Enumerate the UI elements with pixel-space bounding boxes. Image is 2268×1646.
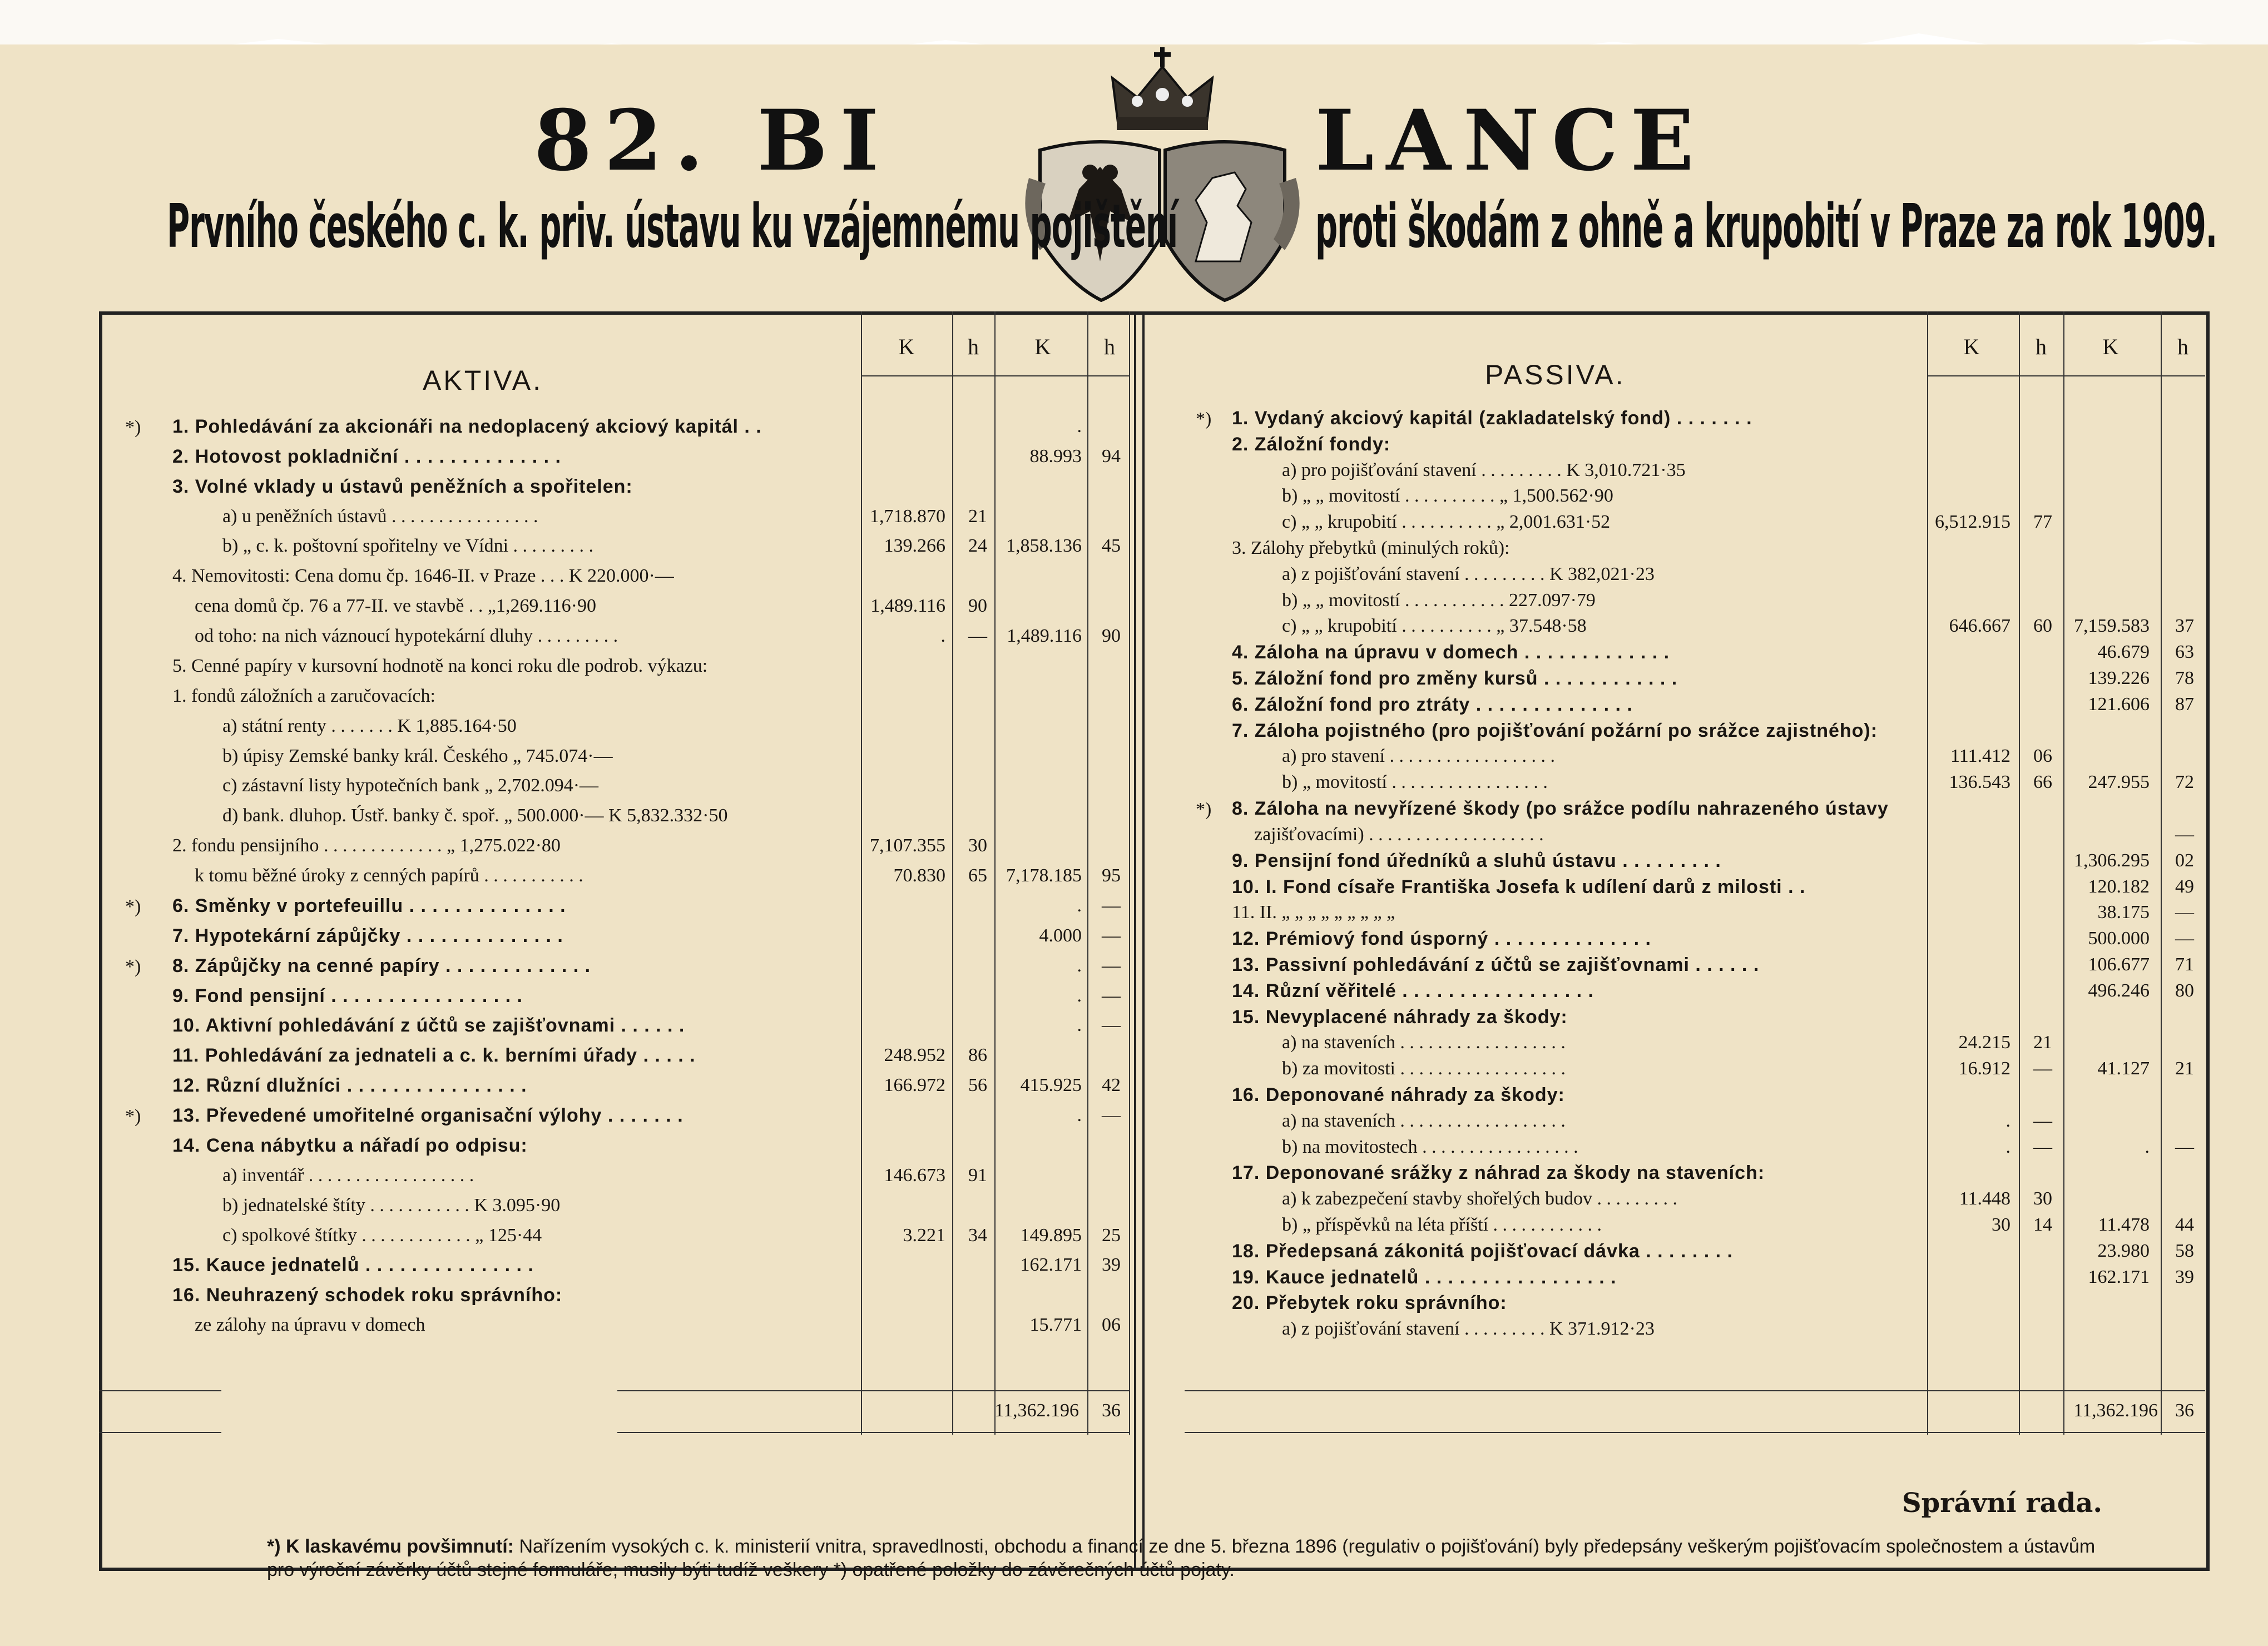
row-label: 20. Přebytek roku správního: bbox=[1232, 1292, 1507, 1314]
row-h1-value: 56 bbox=[968, 1075, 987, 1096]
passiva-total-h: 36 bbox=[2175, 1400, 2194, 1421]
row-label: 17. Deponované srážky z náhrad za škody na staveních: bbox=[1232, 1162, 1765, 1184]
row-h1-value: 65 bbox=[968, 865, 987, 886]
passiva-k1-line bbox=[1927, 311, 1928, 1435]
row-h2-value: — bbox=[2175, 902, 2194, 923]
row-k2-value: 15.771 bbox=[1029, 1315, 1082, 1336]
row-k2-value: 7,178.185 bbox=[1006, 865, 1082, 886]
aktiva-col-h1: h bbox=[968, 334, 979, 359]
row-k2-value: 247.955 bbox=[2088, 772, 2150, 793]
row-k2-value: 500.000 bbox=[2088, 928, 2150, 949]
row-label: c) „ „ krupobití . . . . . . . . . . „ 2,001.631·52 bbox=[1282, 512, 1611, 533]
row-k2-value: 1,489.116 bbox=[1007, 626, 1082, 647]
row-label: a) z pojišťování stavení . . . . . . . . . K 371.912·23 bbox=[1282, 1318, 1655, 1340]
row-star-marker: *) bbox=[1196, 799, 1212, 820]
passiva-col-h1: h bbox=[2036, 334, 2047, 359]
passiva-total-k: 11,362.196 bbox=[2073, 1400, 2158, 1421]
row-label: d) bank. dluhop. Ústř. banky č. spoř. „ 500.000·— K 5,832.332·50 bbox=[222, 805, 728, 826]
row-label: b) „ „ movitostí . . . . . . . . . . „ 1,500.562·90 bbox=[1282, 485, 1613, 507]
row-k2-value: 415.925 bbox=[1020, 1075, 1082, 1096]
row-star-marker: *) bbox=[125, 896, 141, 917]
row-label: 3. Zálohy přebytků (minulých roků): bbox=[1232, 538, 1510, 559]
row-h2-value: 44 bbox=[2175, 1214, 2194, 1235]
row-k1-value: 6,512.915 bbox=[1935, 512, 2011, 533]
passiva-head-rule bbox=[1927, 375, 2205, 376]
row-k1-value: 1,489.116 bbox=[870, 596, 945, 617]
row-k1-value: 70.830 bbox=[893, 865, 945, 886]
row-label: 6. Záložní fond pro ztráty . . . . . . . . . . . . . . bbox=[1232, 693, 1633, 715]
row-label: 10. Aktivní pohledávání z účtů se zajišťovnami . . . . . . bbox=[172, 1015, 685, 1037]
row-label: 5. Záložní fond pro změny kursů . . . . . . . . . . . . bbox=[1232, 668, 1678, 690]
row-h2-value: 87 bbox=[2175, 693, 2194, 715]
row-label: b) za movitosti . . . . . . . . . . . . . . . . . . bbox=[1282, 1058, 1566, 1079]
row-label: c) „ „ krupobití . . . . . . . . . . „ 37.548·58 bbox=[1282, 616, 1587, 637]
row-h2-value: 95 bbox=[1102, 865, 1121, 886]
row-h2-value: 37 bbox=[2175, 616, 2194, 637]
row-k1-value: 11.448 bbox=[1959, 1188, 2011, 1209]
row-h2-value: — bbox=[2175, 1136, 2194, 1157]
subtitle-left: Prvního českého c. k. priv. ústavu ku vzájemnému pojištění bbox=[167, 192, 1178, 261]
row-k2-value: 4.000 bbox=[1039, 925, 1082, 946]
row-label: 12. Různí dlužníci . . . . . . . . . . . . . . . . bbox=[172, 1075, 527, 1097]
row-h2-value: 45 bbox=[1102, 536, 1121, 557]
title-right: LANCE bbox=[1315, 92, 1706, 190]
row-h2-value: 90 bbox=[1102, 626, 1121, 647]
row-h2-value: 58 bbox=[2175, 1240, 2194, 1261]
row-h1-value: 14 bbox=[2033, 1214, 2052, 1235]
row-label: 1. fondů záložních a zaručovacích: bbox=[172, 685, 435, 706]
row-k2-value: 139.226 bbox=[2088, 668, 2150, 689]
row-label: c) spolkové štítky . . . . . . . . . . . . „ 125·44 bbox=[222, 1224, 542, 1246]
row-label: od toho: na nich váznoucí hypotekární dluhy . . . . . . . . . bbox=[195, 626, 618, 647]
row-label: 15. Kauce jednatelů . . . . . . . . . . . . . . . bbox=[172, 1255, 534, 1276]
row-k2-value: . bbox=[1077, 895, 1082, 916]
lion-shield-icon bbox=[1165, 142, 1285, 300]
row-k1-value: 111.412 bbox=[1950, 746, 2011, 767]
row-star-marker: *) bbox=[125, 417, 141, 438]
row-label: zajišťovacími) . . . . . . . . . . . . . . . . . . . bbox=[1254, 824, 1544, 845]
row-label: b) „ příspěvků na léta příští . . . . . . . . . . . . bbox=[1282, 1214, 1602, 1235]
row-k2-value: 106.677 bbox=[2088, 954, 2150, 975]
row-label: 7. Záloha pojistného (pro pojišťování požární po srážce zajistného): bbox=[1232, 720, 1878, 741]
aktiva-total-h: 36 bbox=[1102, 1400, 1121, 1421]
row-k2-value: 162.171 bbox=[1020, 1255, 1082, 1276]
row-label: 16. Neuhrazený schodek roku správního: bbox=[172, 1285, 563, 1306]
row-h2-value: 78 bbox=[2175, 668, 2194, 689]
row-star-marker: *) bbox=[125, 1106, 141, 1127]
row-k2-value: 41.127 bbox=[2097, 1058, 2150, 1079]
footnote-text: Nařízením vysokých c. k. ministerií vnitra, spravedlnosti, obchodu a financí ze dne 5. března 1896 (regulativ o pojišťování) byly předepsány veškerým pojišťovacím společnostem a ústavům pro výroční závěrky účtů stejné formuláře; musily býti tudíž veškery *) opatřené položky do závěrečných účtů pojaty. bbox=[267, 1536, 2096, 1580]
total-bottom-rule-a bbox=[99, 1432, 221, 1433]
row-k2-value: 149.895 bbox=[1020, 1224, 1082, 1246]
row-k1-value: 146.673 bbox=[884, 1164, 945, 1186]
aktiva-head-rule bbox=[861, 375, 1129, 376]
row-h2-value: 71 bbox=[2175, 954, 2194, 975]
row-h1-value: 30 bbox=[968, 835, 987, 856]
row-k2-value: 496.246 bbox=[2088, 980, 2150, 1001]
row-label: 2. Záložní fondy: bbox=[1232, 433, 1391, 455]
aktiva-title: AKTIVA. bbox=[423, 365, 543, 396]
footnote-lead: *) K laskavému povšimnutí: bbox=[267, 1536, 514, 1557]
row-h2-value: 39 bbox=[1102, 1255, 1121, 1276]
subtitle-right: proti škodám z ohně a krupobití v Praze za rok 1909. bbox=[1315, 192, 2217, 261]
row-k1-value: 16.912 bbox=[1958, 1058, 2011, 1079]
row-k2-value: 1,306.295 bbox=[2074, 850, 2150, 871]
row-k2-value: 23.980 bbox=[2097, 1240, 2150, 1261]
row-k2-value: . bbox=[1077, 416, 1082, 437]
aktiva-col-h2: h bbox=[1104, 334, 1115, 359]
row-k2-value: . bbox=[1077, 985, 1082, 1006]
row-k1-value: . bbox=[940, 626, 945, 647]
passiva-col-k2: K bbox=[2102, 334, 2119, 359]
row-h2-value: 94 bbox=[1102, 445, 1121, 467]
row-label: b) jednatelské štíty . . . . . . . . . . . K 3.095·90 bbox=[222, 1194, 561, 1216]
row-k2-value: . bbox=[1077, 1015, 1082, 1036]
row-k2-value: . bbox=[1077, 1105, 1082, 1126]
aktiva-col-k2: K bbox=[1034, 334, 1051, 359]
signature: Správní rada. bbox=[1902, 1488, 2103, 1519]
row-h2-value: — bbox=[1102, 955, 1121, 976]
row-h2-value: — bbox=[1102, 1015, 1121, 1036]
row-h1-value: 60 bbox=[2033, 616, 2052, 637]
row-h2-value: — bbox=[1102, 985, 1121, 1006]
row-label: b) „ c. k. poštovní spořitelny ve Vídni . . . . . . . . . bbox=[222, 536, 594, 557]
row-k1-value: 248.952 bbox=[884, 1045, 945, 1066]
crown-icon bbox=[1112, 47, 1212, 130]
row-label: 11. Pohledávání za jednateli a c. k. berními úřady . . . . . bbox=[172, 1045, 696, 1067]
row-k2-value: 1,858.136 bbox=[1006, 536, 1082, 557]
row-k2-value: 88.993 bbox=[1029, 445, 1082, 467]
row-label: 15. Nevyplacené náhrady za škody: bbox=[1232, 1006, 1568, 1028]
row-k2-value: 120.182 bbox=[2088, 876, 2150, 897]
row-label: b) „ movitostí . . . . . . . . . . . . . . . . . bbox=[1282, 772, 1548, 793]
row-h1-value: 34 bbox=[968, 1224, 987, 1246]
row-label: 5. Cenné papíry v kursovní hodnotě na konci roku dle podrob. výkazu: bbox=[172, 655, 708, 676]
row-label: 9. Pensijní fond úředníků a sluhů ústavu . . . . . . . . . bbox=[1232, 850, 1721, 871]
total-bottom-rule-c bbox=[1185, 1432, 2205, 1433]
row-label: 2. Hotovost pokladniční . . . . . . . . . . . . . . bbox=[172, 445, 561, 467]
title-left: 82. BI bbox=[534, 92, 892, 190]
row-k1-value: 7,107.355 bbox=[870, 835, 945, 856]
passiva-col-h2: h bbox=[2177, 334, 2188, 359]
row-k1-value: 1,718.870 bbox=[870, 505, 945, 527]
row-label: 3. Volné vklady u ústavů peněžních a spořitelen: bbox=[172, 475, 633, 497]
row-k1-value: . bbox=[2005, 1136, 2011, 1157]
row-label: 7. Hypotekární zápůjčky . . . . . . . . . . . . . . bbox=[172, 925, 563, 946]
row-k1-value: 30 bbox=[1992, 1214, 2011, 1235]
row-label: a) inventář . . . . . . . . . . . . . . . . . . bbox=[222, 1164, 474, 1186]
row-label: a) státní renty . . . . . . . K 1,885.164·50 bbox=[222, 715, 517, 736]
row-label: 13. Passivní pohledávání z účtů se zajišťovnami . . . . . . bbox=[1232, 954, 1760, 975]
row-h1-value: — bbox=[2033, 1136, 2052, 1157]
row-k2-value: . bbox=[1077, 955, 1082, 976]
row-label: a) u peněžních ústavů . . . . . . . . . . . . . . . . bbox=[222, 505, 538, 527]
aktiva-h1-line bbox=[952, 311, 953, 1435]
center-divider bbox=[1134, 315, 1136, 1568]
row-label: 19. Kauce jednatelů . . . . . . . . . . . . . . . . . bbox=[1232, 1266, 1617, 1288]
passiva-col-k1: K bbox=[1963, 334, 1980, 359]
row-k1-value: 24.215 bbox=[1958, 1032, 2011, 1053]
row-h2-value: 21 bbox=[2175, 1058, 2194, 1079]
row-k1-value: 166.972 bbox=[884, 1075, 945, 1096]
row-k2-value: 7,159.583 bbox=[2074, 616, 2150, 637]
aktiva-total-rule-b bbox=[617, 1390, 1129, 1391]
footnote bbox=[267, 1535, 2102, 1581]
row-label: 2. fondu pensijního . . . . . . . . . . . . . „ 1,275.022·80 bbox=[172, 835, 561, 856]
row-h1-value: 66 bbox=[2033, 772, 2052, 793]
row-h2-value: 39 bbox=[2175, 1266, 2194, 1287]
row-label: ze zálohy na úpravu v domech bbox=[195, 1315, 425, 1336]
row-label: a) na staveních . . . . . . . . . . . . . . . . . . bbox=[1282, 1110, 1566, 1131]
row-label: b) úpisy Zemské banky král. Českého „ 745.074·— bbox=[222, 745, 613, 766]
row-h2-value: — bbox=[2175, 824, 2194, 845]
aktiva-total-rule-a bbox=[99, 1390, 221, 1391]
passiva-title: PASSIVA. bbox=[1485, 359, 1626, 390]
row-label: b) „ „ movitostí . . . . . . . . . . . 227.097·79 bbox=[1282, 589, 1596, 611]
passiva-k2-line bbox=[2063, 311, 2064, 1435]
row-label: 9. Fond pensijní . . . . . . . . . . . . . . . . . bbox=[172, 985, 523, 1007]
row-k2-value: 46.679 bbox=[2097, 642, 2150, 663]
coat-of-arms-emblem bbox=[1018, 39, 1307, 311]
passiva-h2-line bbox=[2161, 311, 2162, 1435]
row-label: 1. Pohledávání za akcionáři na nedoplacený akciový kapitál . . bbox=[172, 416, 762, 437]
row-h2-value: 80 bbox=[2175, 980, 2194, 1001]
row-k1-value: 136.543 bbox=[1949, 772, 2011, 793]
row-label: 13. Převedené umořitelné organisační výlohy . . . . . . . bbox=[172, 1105, 684, 1127]
row-label: 8. Zápůjčky na cenné papíry . . . . . . . . . . . . . bbox=[172, 955, 591, 976]
row-label: 8. Záloha na nevyřízené škody (po srážce podílu nahrazeného ústavy bbox=[1232, 798, 1889, 820]
row-h2-value: 42 bbox=[1102, 1075, 1121, 1096]
row-k2-value: 11.478 bbox=[2098, 1214, 2150, 1235]
row-label: cena domů čp. 76 a 77-II. ve stavbě . . „1,269.116·90 bbox=[195, 596, 596, 617]
row-h2-value: 49 bbox=[2175, 876, 2194, 897]
row-label: 6. Směnky v portefeuillu . . . . . . . . . . . . . . bbox=[172, 895, 566, 916]
row-h2-value: 63 bbox=[2175, 642, 2194, 663]
row-k2-value: 121.606 bbox=[2088, 693, 2150, 715]
row-label: 4. Nemovitosti: Cena domu čp. 1646-II. v Praze . . . K 220.000·— bbox=[172, 566, 674, 587]
row-h1-value: — bbox=[2033, 1058, 2052, 1079]
row-label: k tomu běžné úroky z cenných papírů . . . . . . . . . . . bbox=[195, 865, 583, 886]
row-k2-value: 38.175 bbox=[2097, 902, 2150, 923]
row-label: a) na staveních . . . . . . . . . . . . . . . . . . bbox=[1282, 1032, 1566, 1053]
passiva-total-rule bbox=[1185, 1390, 2205, 1391]
row-label: 16. Deponované náhrady za škody: bbox=[1232, 1084, 1565, 1105]
row-h2-value: 02 bbox=[2175, 850, 2194, 871]
total-bottom-rule-b bbox=[617, 1432, 1129, 1433]
row-star-marker: *) bbox=[1196, 409, 1212, 429]
row-h1-value: 90 bbox=[968, 596, 987, 617]
row-h1-value: 21 bbox=[2033, 1032, 2052, 1053]
row-label: a) z pojišťování stavení . . . . . . . . . K 382,021·23 bbox=[1282, 563, 1655, 584]
row-k2-value: 162.171 bbox=[2088, 1266, 2150, 1287]
row-label: 18. Předepsaná zákonitá pojišťovací dávka . . . . . . . . bbox=[1232, 1240, 1733, 1262]
row-label: a) pro stavení . . . . . . . . . . . . . . . . . . bbox=[1282, 746, 1556, 767]
row-label: a) pro pojišťování stavení . . . . . . . . . K 3,010.721·35 bbox=[1282, 459, 1686, 480]
row-h1-value: — bbox=[968, 626, 987, 647]
row-label: b) na movitostech . . . . . . . . . . . . . . . . . bbox=[1282, 1136, 1578, 1157]
row-label: 4. Záloha na úpravu v domech . . . . . . . . . . . . . bbox=[1232, 642, 1670, 663]
row-h2-value: 72 bbox=[2175, 772, 2194, 793]
row-label: 11. II. „ „ „ „ „ „ „ „ „ bbox=[1232, 902, 1395, 923]
row-k1-value: 139.266 bbox=[884, 536, 945, 557]
row-h2-value: — bbox=[2175, 928, 2194, 949]
row-h1-value: 24 bbox=[968, 536, 987, 557]
row-label: 14. Cena nábytku a nářadí po odpisu: bbox=[172, 1134, 528, 1156]
row-label: 1. Vydaný akciový kapitál (zakladatelský fond) . . . . . . . bbox=[1232, 408, 1752, 429]
row-h1-value: 86 bbox=[968, 1045, 987, 1066]
row-h2-value: — bbox=[1102, 925, 1121, 946]
row-h2-value: — bbox=[1102, 895, 1121, 916]
passiva-h1-line bbox=[2019, 311, 2020, 1435]
row-h1-value: 30 bbox=[2033, 1188, 2052, 1209]
row-star-marker: *) bbox=[125, 956, 141, 977]
row-label: a) k zabezpečení stavby shořelých budov . . . . . . . . . bbox=[1282, 1188, 1677, 1209]
aktiva-col-k1: K bbox=[898, 334, 915, 359]
row-h1-value: 91 bbox=[968, 1164, 987, 1186]
row-h1-value: 06 bbox=[2033, 746, 2052, 767]
row-h2-value: 25 bbox=[1102, 1224, 1121, 1246]
row-h1-value: 77 bbox=[2033, 512, 2052, 533]
row-h1-value: 21 bbox=[968, 505, 987, 527]
row-h2-value: — bbox=[1102, 1105, 1121, 1126]
row-k1-value: . bbox=[2005, 1110, 2011, 1131]
aktiva-total-k: 11,362.196 bbox=[994, 1400, 1079, 1421]
row-label: c) zástavní listy hypotečních bank „ 2,702.094·— bbox=[222, 775, 599, 796]
row-k2-value: . bbox=[2145, 1136, 2150, 1157]
row-h2-value: 06 bbox=[1102, 1315, 1121, 1336]
row-label: 10. I. Fond císaře Františka Josefa k udílení darů z milosti . . bbox=[1232, 876, 1806, 898]
aktiva-end-line bbox=[1129, 311, 1130, 1435]
center-divider-inner bbox=[1142, 315, 1145, 1568]
row-label: 14. Různí věřitelé . . . . . . . . . . . . . . . . . bbox=[1232, 980, 1594, 1002]
row-h1-value: — bbox=[2033, 1110, 2052, 1131]
row-label: 12. Prémiový fond úsporný . . . . . . . . . . . . . . bbox=[1232, 928, 1651, 950]
row-k1-value: 646.667 bbox=[1949, 616, 2011, 637]
row-k1-value: 3.221 bbox=[903, 1224, 945, 1246]
